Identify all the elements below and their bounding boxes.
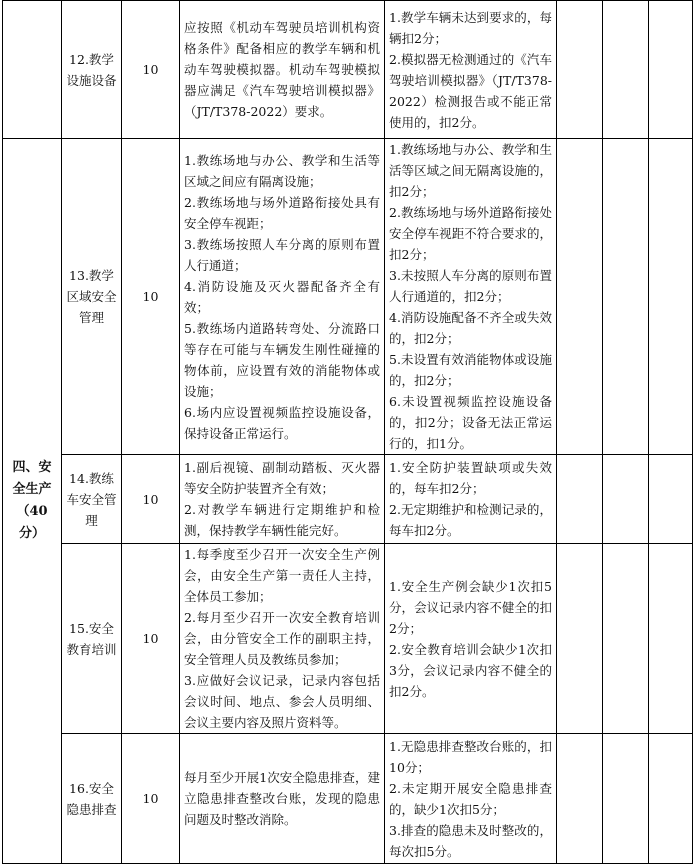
requirement-line: 1.副后视镜、副制动踏板、灭火器等安全防护装置齐全有效；	[184, 460, 380, 496]
deduction-rule-line: 4.消防设施配备不齐全或失效的，扣2分；	[389, 310, 552, 346]
empty-score-cell	[603, 139, 649, 455]
requirement-cell	[180, 455, 385, 544]
table-row	[3, 455, 693, 544]
score-cell: 10	[122, 455, 180, 544]
deduction-rule-line: 1.教学车辆未达到要求的，每辆扣2分；	[389, 9, 552, 46]
deduction-rule-cell	[385, 734, 557, 864]
empty-score-cell	[557, 455, 603, 544]
item-name-cell: 12.教学设施设备	[62, 1, 122, 139]
empty-score-cell	[649, 544, 693, 734]
requirement-line: 3.教练场按照人车分离的原则布置人行通道；	[184, 236, 380, 273]
requirement-line: 每月至少开展1次安全隐患排查，建立隐患排查整改台账，发现的隐患问题及时整改消除。	[184, 770, 380, 827]
item-name-cell: 13.教学区域安全管理	[62, 139, 122, 455]
deduction-rule-cell	[385, 1, 557, 139]
requirement-line: 6.场内应设置视频监控设施设备，保持设备正常运行。	[184, 404, 380, 441]
requirement-cell	[180, 544, 385, 734]
empty-score-cell	[557, 544, 603, 734]
requirement-line: 1.教练场地与办公、教学和生活等区域之间应有隔离设施；	[184, 152, 380, 189]
requirement-line: 2.对教学车辆进行定期维护和检测，保持教学车辆性能完好。	[184, 502, 380, 538]
empty-score-cell	[603, 734, 649, 864]
empty-score-cell	[557, 734, 603, 864]
empty-score-cell	[557, 1, 603, 139]
empty-score-cell	[603, 544, 649, 734]
deduction-rule-line: 1.安全防护装置缺项或失效的，每车扣2分；	[389, 460, 552, 496]
deduction-rule-line: 2.安全教育培训会缺少1次扣3分，会议记录内容不健全的扣2分。	[389, 641, 552, 699]
score-cell: 10	[122, 734, 180, 864]
deduction-rule-line: 1.安全生产例会缺少1次扣5分，会议记录内容不健全的扣2分；	[389, 578, 552, 636]
deduction-rule-line: 1.教练场地与办公、教学和生活等区域之间无隔离设施的，扣2分；	[389, 142, 552, 199]
deduction-rule-line: 3.未按照人车分离的原则布置人行通道的，扣2分；	[389, 268, 552, 304]
table-row	[3, 139, 693, 455]
deduction-rule-cell	[385, 455, 557, 544]
score-cell: 10	[122, 544, 180, 734]
requirement-line: 4.消防设施及灭火器配备齐全有效；	[184, 278, 380, 315]
score-cell: 10	[122, 1, 180, 139]
scoring-table	[2, 0, 693, 864]
empty-score-cell	[649, 455, 693, 544]
requirement-cell	[180, 1, 385, 139]
deduction-rule-cell	[385, 544, 557, 734]
empty-score-cell	[649, 139, 693, 455]
deduction-rule-line: 1.无隐患排查整改台账的，扣10分；	[389, 738, 552, 775]
item-name-cell: 14.教练车安全管理	[62, 455, 122, 544]
item-name-cell: 16.安全隐患排查	[62, 734, 122, 864]
score-cell: 10	[122, 139, 180, 455]
empty-score-cell	[557, 139, 603, 455]
requirement-cell	[180, 734, 385, 864]
deduction-rule-line: 3.排查的隐患未及时整改的，每次扣5分。	[389, 822, 552, 859]
requirement-line: 5.教练场内道路转弯处、分流路口等存在可能与车辆发生刚性碰撞的物体前，应设置有效的消能物体或设施；	[184, 320, 380, 399]
requirement-cell	[180, 139, 385, 455]
deduction-rule-line: 5.未设置有效消能物体或设施的，扣2分；	[389, 352, 552, 388]
requirement-line: 2.每月至少召开一次安全教育培训会，由分管安全工作的副职主持，安全管理人员及教练员参加；	[184, 610, 380, 667]
category-cell-blank	[3, 1, 62, 139]
empty-score-cell	[649, 734, 693, 864]
empty-score-cell	[649, 1, 693, 139]
deduction-rule-line: 2.未定期开展安全隐患排查的，缺少1次扣5分；	[389, 780, 552, 817]
table-row	[3, 1, 693, 139]
deduction-rule-line: 2.模拟器无检测通过的《汽车驾驶培训模拟器》（JT/T378-2022）检测报告或不能正常使用的，扣2分。	[389, 51, 552, 130]
requirement-line: 1.每季度至少召开一次安全生产例会，由安全生产第一责任人主持，全体员工参加；	[184, 547, 380, 604]
deduction-rule-cell	[385, 139, 557, 455]
deduction-rule-line: 2.无定期维护和检测记录的，每车扣2分。	[389, 502, 552, 538]
empty-score-cell	[603, 455, 649, 544]
category-cell: 四、安全生产（40分）	[3, 139, 62, 864]
item-name-cell: 15.安全教育培训	[62, 544, 122, 734]
requirement-line: 3.应做好会议记录，记录内容包括会议时间、地点、参会人员明细、会议主要内容及照片资料等。	[184, 673, 380, 730]
requirement-line: 应按照《机动车驾驶员培训机构资格条件》配备相应的教学车辆和机动车驾驶模拟器。机动车驾驶模拟器应满足《汽车驾驶培训模拟器》（JT/T378-2022）要求。	[184, 20, 380, 119]
table-row	[3, 734, 693, 864]
requirement-line: 2.教练场地与场外道路衔接处具有安全停车视距；	[184, 194, 380, 231]
deduction-rule-line: 2.教练场地与场外道路衔接处安全停车视距不符合要求的，扣2分；	[389, 205, 552, 262]
table-row	[3, 544, 693, 734]
empty-score-cell	[603, 1, 649, 139]
deduction-rule-line: 6.未设置视频监控设施设备的，扣2分；设备无法正常运行的，扣1分。	[389, 394, 552, 451]
